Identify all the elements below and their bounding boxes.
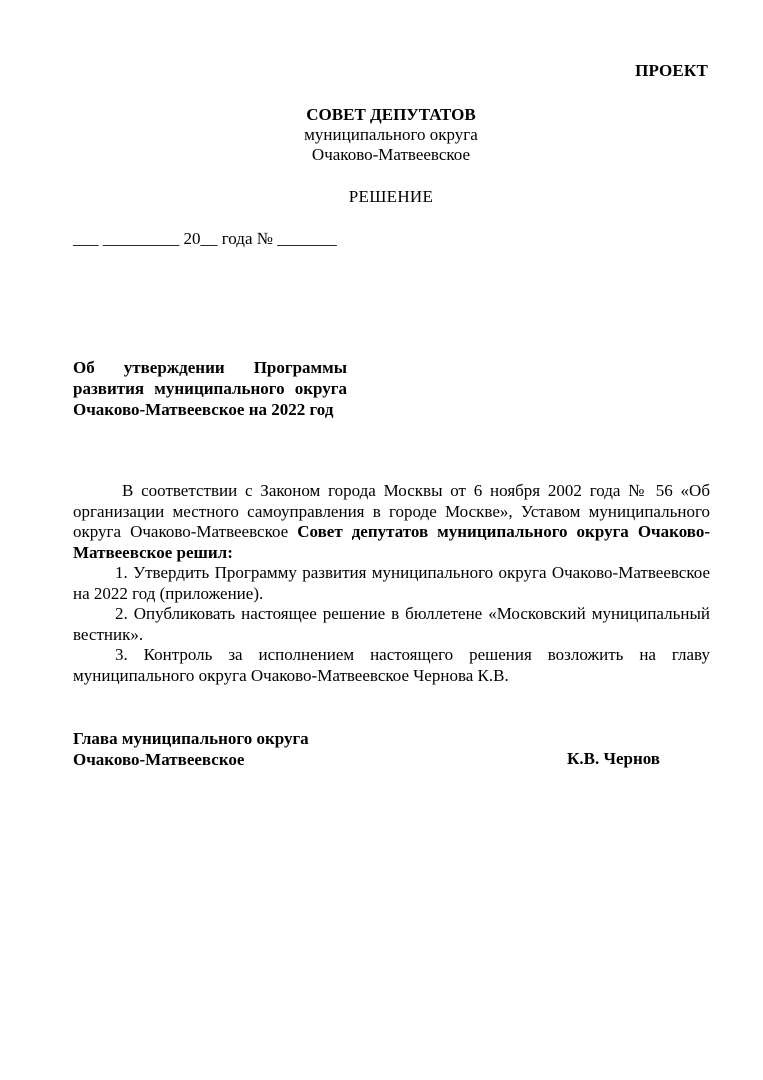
decision-item-3: 3. Контроль за исполнением настоящего решения возложить на главу муниципального округа Очаково-Матвеевское Чернова К.В. [73,645,710,685]
decision-item-2: 2. Опубликовать настоящее решение в бюллетене «Московский муниципальный вестник». [73,604,710,644]
council-title: СОВЕТ ДЕПУТАТОВ [306,105,476,124]
signatory-title-line1: Глава муниципального округа [73,729,309,748]
preamble-paragraph [73,481,710,563]
district-name: Очаково-Матвеевское [311,145,471,164]
decision-subject: Об утверждении Программы развития муниципального округа Очаково-Матвеевское на 2022 год [73,358,347,419]
document-type: РЕШЕНИЕ [348,187,434,206]
draft-stamp: ПРОЕКТ [635,61,708,80]
document-header [0,105,763,165]
decision-body [73,481,710,686]
preamble-bold-text: Совет депутатов муниципального округа Очаково-Матвеевское решил: [73,522,710,562]
council-subtitle-line: муниципального округа [304,125,478,144]
signatory-title-line2: Очаково-Матвеевское [73,750,245,769]
signatory-name: К.В. Чернов [567,749,660,768]
preamble-text: В соответствии с Законом города Москвы от 6 ноября 2002 года № 56 «Об организации местного самоуправления в городе Москве», Уставом муниципального округа Очаково-Матвеевское [73,481,710,541]
decision-item-1: 1. Утвердить Программу развития муниципального округа Очаково-Матвеевское на 2022 год (приложение). [73,563,710,603]
date-number-line: ___ _________ 20__ года № _______ [73,229,337,248]
